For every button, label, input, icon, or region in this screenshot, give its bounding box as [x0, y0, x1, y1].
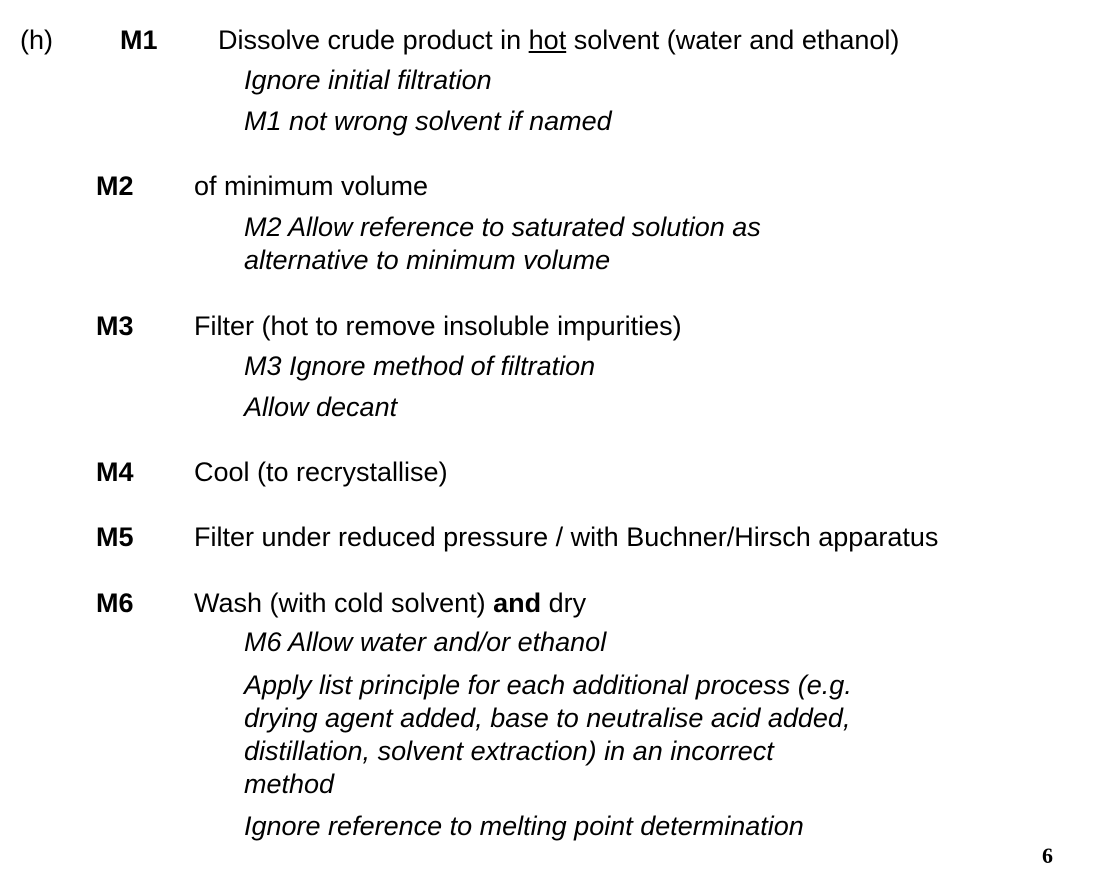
note-m6-6: Ignore reference to melting point determination [244, 811, 804, 841]
note-m6-1: M6 Allow water and/or ethanol [244, 627, 607, 657]
note-m6-4: distillation, solvent extraction) in an incorrect [244, 736, 774, 766]
mark-code-m4: M4 [96, 457, 134, 487]
mark-text-m6-after: dry [541, 588, 587, 618]
mark-code-m5: M5 [96, 522, 134, 552]
mark-text-m4: Cool (to recrystallise) [194, 457, 448, 487]
note-m1-2: M1 not wrong solvent if named [244, 106, 612, 136]
note-m3-1: M3 Ignore method of filtration [244, 351, 596, 381]
mark-text-m3: Filter (hot to remove insoluble impurities) [194, 311, 682, 341]
part-label: (h) [20, 25, 53, 55]
note-m6-2: Apply list principle for each additional process (e.g. [244, 670, 852, 700]
mark-text-m1-before: Dissolve crude product in [218, 25, 529, 55]
mark-text-m2: of minimum volume [194, 171, 429, 201]
mark-text-m1-underlined: hot [528, 25, 567, 55]
note-m6-5: method [244, 769, 335, 799]
mark-code-m3: M3 [96, 311, 134, 341]
mark-text-m1-after: solvent (water and ethanol) [566, 25, 900, 55]
mark-code-m2: M2 [96, 171, 134, 201]
mark-code-m6: M6 [96, 588, 134, 618]
mark-text-m6-bold: and [493, 588, 542, 618]
mark-text-m6-before: Wash (with cold solvent) [194, 588, 494, 618]
marks-total: 6 [1042, 843, 1053, 868]
note-m3-2: Allow decant [244, 392, 398, 422]
note-m1-1: Ignore initial filtration [244, 65, 492, 95]
mark-text-m5: Filter under reduced pressure / with Buchner/Hirsch apparatus [194, 522, 939, 552]
mark-text-m6 [194, 587, 586, 619]
mark-text-m1 [218, 24, 899, 56]
note-m6-3: drying agent added, base to neutralise acid added, [244, 703, 851, 733]
note-m2-1: M2 Allow reference to saturated solution as [244, 212, 761, 242]
note-m2-2: alternative to minimum volume [244, 245, 611, 275]
mark-code-m1: M1 [120, 25, 158, 55]
